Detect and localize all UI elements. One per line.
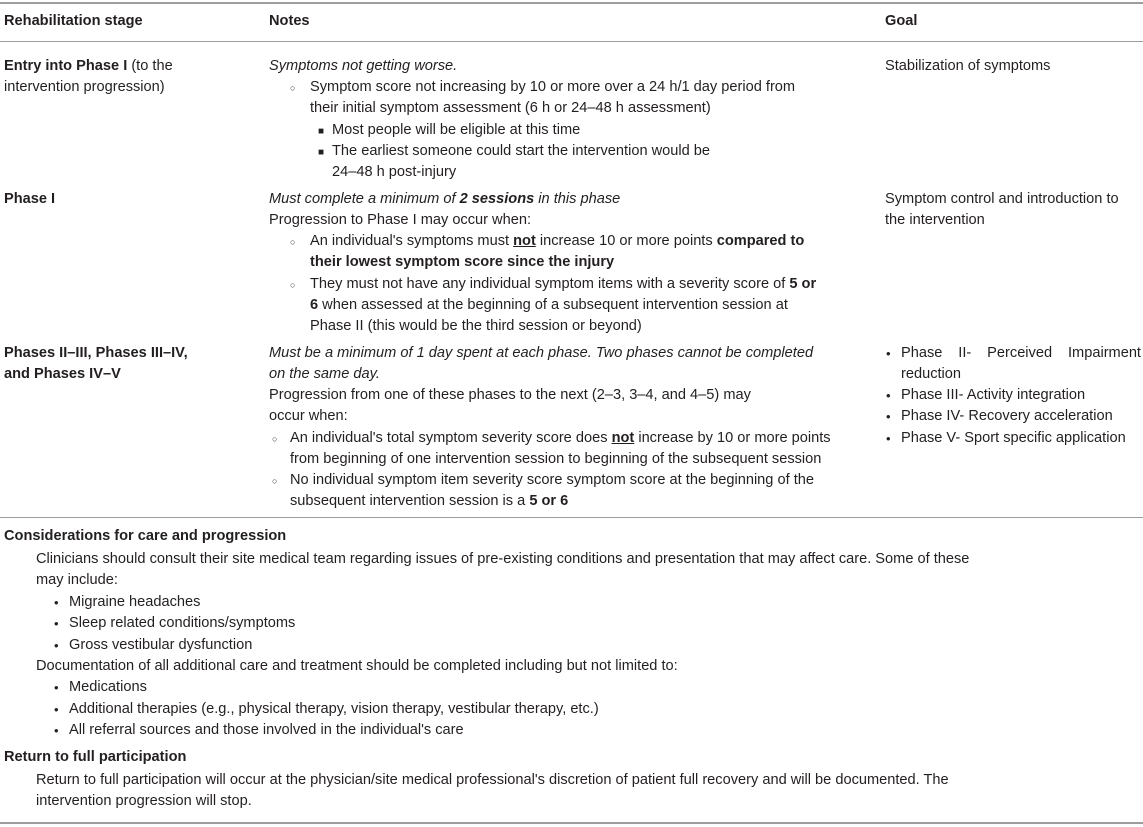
list2-item: Medications [69,679,147,695]
considerations-p1-l2: may include: [36,572,118,588]
row1-notes-s2-l2: 24–48 h post-injury [332,164,457,180]
row1-notes-s2-l1: The earliest someone could start the intervention would be [332,143,711,159]
row2-b1-l2: their lowest symptom score since the injury [310,254,615,270]
row1-notes-s1: Most people will be eligible at this time [332,122,581,138]
list2-item: Additional therapies (e.g., physical therapy, vision therapy, vestibular therapy, etc.) [69,701,599,717]
considerations-p2: Documentation of all additional care and treatment should be completed including but not limited to: [36,658,678,674]
row3-b1-b: not [611,430,635,446]
return-l1: Return to full participation will occur at the physician/site medical professional's discretion of patient full recovery and will be documented. The [36,772,949,788]
row3-goal-1a: Phase II- Perceived Impairment [901,345,1141,361]
hollow-bullet-icon: ○ [272,434,278,444]
return-l2: intervention progression will stop. [36,793,252,809]
bullet-icon: • [54,638,59,653]
bullet-icon: • [54,723,59,738]
row3-intro-l2: on the same day. [269,366,380,382]
row1-notes-b1-l1: Symptom score not increasing by 10 or more over a 24 h/1 day period from [310,79,796,95]
row2-goal-l2: the intervention [885,212,985,228]
row3-goal-3: Phase IV- Recovery acceleration [901,408,1113,424]
row2-b1-a: An individual's symptoms must [310,233,514,249]
row1-stage-rest: (to the [127,58,173,74]
bullet-icon: • [54,595,59,610]
row1-stage-line2: intervention progression) [4,79,165,95]
row1-notes-intro: Symptoms not getting worse. [269,58,458,74]
row3-goal-2: Phase III- Activity integration [901,387,1086,403]
row2-b1-b: not [513,233,536,249]
row3-goal-4: Phase V- Sport specific application [901,430,1126,446]
square-bullet-icon: ■ [318,147,325,158]
row2-b1-c: increase 10 or more points [535,233,717,249]
row2-b2-b: 5 or [789,276,817,292]
header-rule [0,41,1143,42]
row2-b1-l1 [310,231,804,252]
row2-intro-c: in this phase [534,191,621,207]
row2-b2-l2 [310,295,788,316]
row2-b1-d: compared to [716,233,805,249]
row2-notes-line2: Progression to Phase I may occur when: [269,212,532,228]
row2-b2-l1 [310,274,816,295]
header-notes: Notes [269,13,310,29]
row1-stage [4,56,173,77]
row3-prog-l1: Progression from one of these phases to the next (2–3, 3–4, and 4–5) may [269,387,751,403]
row2-stage: Phase I [4,191,56,207]
row3-stage-l2: and Phases IV–V [4,366,121,382]
row3-b1-l2: from beginning of one intervention session to beginning of the subsequent session [290,451,822,467]
square-bullet-icon: ■ [318,126,325,137]
hollow-bullet-icon: ○ [290,237,296,247]
row1-notes-b1-l2: their initial symptom assessment (6 h or 24–48 h assessment) [310,100,711,116]
list1-item: Sleep related conditions/symptoms [69,615,296,631]
row3-prog-l2: occur when: [269,408,348,424]
hollow-bullet-icon: ○ [290,280,296,290]
row3-b2-l2b: 5 or 6 [529,493,569,509]
considerations-title: Considerations for care and progression [4,528,287,544]
header-stage: Rehabilitation stage [4,13,143,29]
section-rule [0,517,1143,518]
row3-intro-l1: Must be a minimum of 1 day spent at each phase. Two phases cannot be completed [269,345,814,361]
bullet-icon: • [886,346,891,361]
bullet-icon: • [886,388,891,403]
row2-notes-intro [269,189,620,210]
row3-b1-a: An individual's total symptom severity score does [290,430,612,446]
row2-b2-l3: Phase II (this would be the third session or beyond) [310,318,642,334]
row2-intro-a: Must complete a minimum of [269,191,460,207]
top-rule [0,2,1143,4]
row2-b2-a: They must not have any individual symptom items with a severity score of [310,276,790,292]
bullet-icon: • [54,680,59,695]
row2-goal-l1: Symptom control and introduction to [885,191,1119,207]
row3-stage-l1: Phases II–III, Phases III–IV, [4,345,188,361]
row3-b1-c: increase by 10 or more points [634,430,831,446]
bullet-icon: • [54,702,59,717]
row3-b2-l2a: subsequent intervention session is a [290,493,530,509]
row2-b2-l2b: when assessed at the beginning of a subsequent intervention session at [318,297,788,313]
list1-item: Migraine headaches [69,594,201,610]
list2-item: All referral sources and those involved in the individual's care [69,722,464,738]
row3-goal-1b: reduction [901,366,962,382]
list1-item: Gross vestibular dysfunction [69,637,253,653]
row3-b2-l2 [290,491,568,512]
row1-goal: Stabilization of symptoms [885,58,1051,74]
return-title: Return to full participation [4,749,187,765]
row3-b2-l1: No individual symptom item severity score symptom score at the beginning of the [290,472,814,488]
row2-intro-b: 2 sessions [459,191,535,207]
row1-stage-bold: Entry into Phase I [4,58,128,74]
header-goal: Goal [885,13,918,29]
bullet-icon: • [886,409,891,424]
row2-b2-l2a: 6 [310,297,319,313]
row3-b1-l1 [290,428,831,449]
bottom-rule [0,822,1143,824]
considerations-p1-l1: Clinicians should consult their site medical team regarding issues of pre-existing conditions and presentation that may affect care. Some of these [36,551,970,567]
hollow-bullet-icon: ○ [272,476,278,486]
bullet-icon: • [54,616,59,631]
bullet-icon: • [886,431,891,446]
hollow-bullet-icon: ○ [290,83,296,93]
